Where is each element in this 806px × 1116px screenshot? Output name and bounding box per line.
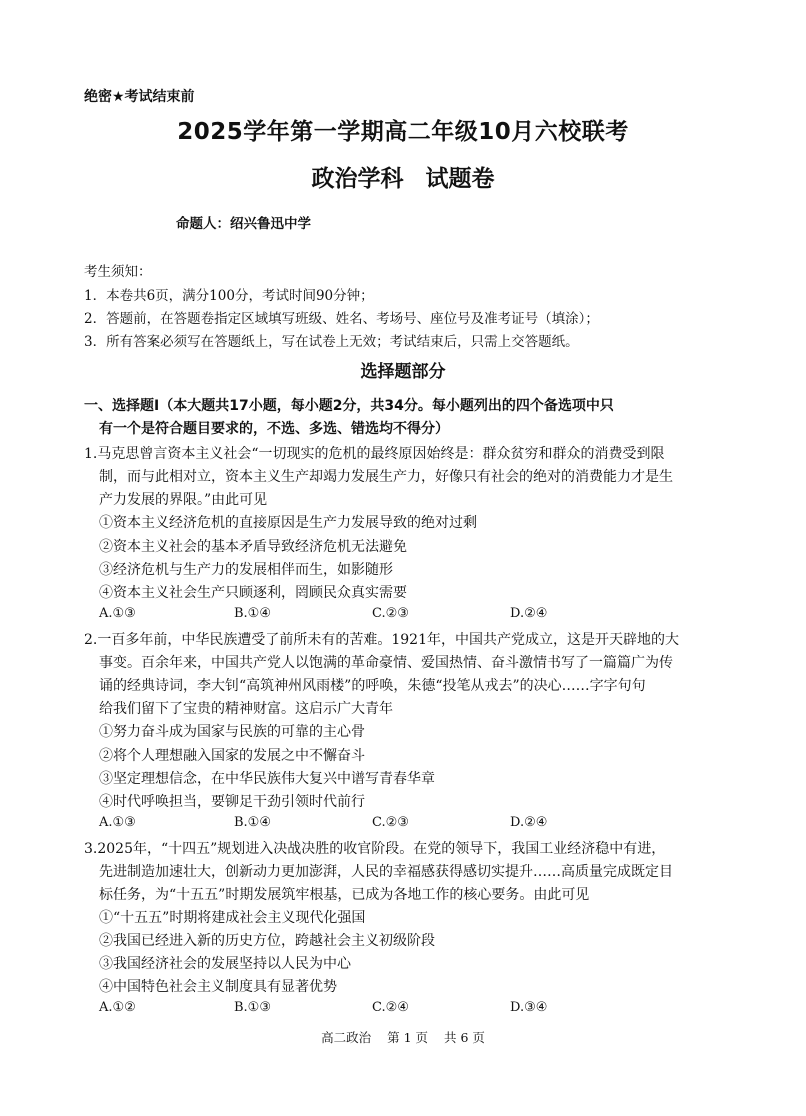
notice-item: 1．本卷共6页，满分100分，考试时间90分钟； [84, 288, 374, 304]
question-text: 先进制造加速壮大，创新动力更加澎湃，人民的幸福感获得感切实提升……高质量完成既定目 [99, 864, 673, 880]
answer-choice-a: A.①③ [99, 606, 136, 621]
answer-choice-b: B.①④ [234, 606, 271, 621]
author-line: 命题人：绍兴鲁迅中学 [176, 216, 311, 232]
statement-option: ①资本主义经济危机的直接原因是生产力发展导致的绝对过剩 [99, 515, 477, 531]
question-text: 制，而与此相对立，资本主义生产却竭力发展生产力，好像只有社会的绝对的消费能力才是生 [99, 469, 673, 485]
statement-option: ④时代呼唤担当，要铆足干劲引领时代前行 [99, 794, 365, 810]
question-text: 给我们留下了宝贵的精神财富。这启示广大青年 [99, 701, 393, 717]
answer-choice-c: C.②③ [372, 815, 409, 830]
question-text: 1.马克思曾言资本主义社会“一切现实的危机的最终原因始终是：群众贫穷和群众的消费受到限 [84, 446, 665, 462]
footer-page-number: 第 1 页 [387, 1030, 428, 1045]
footer-total-pages: 共 6 页 [443, 1030, 485, 1045]
answer-choice-c: C.②④ [372, 1000, 409, 1015]
answer-choice-a: A.①③ [99, 815, 136, 830]
statement-option: ②我国已经进入新的历史方位，跨越社会主义初级阶段 [99, 933, 435, 949]
statement-option: ①努力奋斗成为国家与民族的可靠的主心骨 [99, 724, 365, 740]
page-footer [0, 1028, 806, 1046]
question-text: 标任务，为“十五五”时期发展筑牢根基，已成为各地工作的核心要务。由此可见 [99, 887, 590, 903]
statement-option: ③我国经济社会的发展坚持以人民为中心 [99, 956, 351, 972]
question-text: 事变。百余年来，中国共产党人以饱满的革命豪情、爱国热情、奋斗激情书写了一篇篇广为传 [99, 655, 673, 671]
statement-option: ②将个人理想融入国家的发展之中不懈奋斗 [99, 748, 365, 764]
statement-option: ③经济危机与生产力的发展相伴而生，如影随形 [99, 562, 393, 578]
notice-heading: 考生须知： [84, 264, 152, 280]
statement-option: ①“十五五”时期将建成社会主义现代化强国 [99, 910, 366, 926]
footer-subject: 高二政治 [321, 1030, 372, 1045]
answer-choice-a: A.①② [99, 1000, 136, 1015]
confidential-label: 绝密★考试结束前 [84, 89, 195, 105]
answer-choice-d: D.②④ [510, 606, 548, 621]
question-text: 3.2025年，“十四五”规划进入决战决胜的收官阶段。在党的领导下，我国工业经济稳中有进， [84, 841, 666, 857]
answer-choice-d: D.②④ [510, 815, 548, 830]
answer-choice-b: B.①③ [234, 1000, 271, 1015]
notice-item: 2．答题前，在答题卷指定区域填写班级、姓名、考场号、座位号及准考证号（填涂）； [84, 311, 599, 327]
answer-choice-d: D.③④ [510, 1000, 548, 1015]
subject-name: 政治学科 [311, 166, 404, 192]
exam-title: 2025学年第一学期高二年级10月六校联考 [177, 119, 629, 145]
statement-option: ③坚定理想信念，在中华民族伟大复兴中谱写青春华章 [99, 771, 435, 787]
exam-subtitle [0, 160, 806, 193]
question-text: 诵的经典诗词，李大钊“高筑神州风雨楼”的呼唤，朱德“投笔从戎去”的决心……字字句句 [99, 678, 646, 694]
part-instructions-line1: 一、选择题Ⅰ（本大题共17小题，每小题2分，共34分。每小题列出的四个备选项中只 [84, 398, 614, 414]
answer-choice-b: B.①④ [234, 815, 271, 830]
statement-option: ②资本主义社会的基本矛盾导致经济危机无法避免 [99, 539, 407, 555]
part-instructions-line2: 有一个是符合题目要求的，不选、多选、错选均不得分） [99, 421, 449, 437]
paper-type: 试题卷 [425, 166, 495, 192]
question-text: 产力发展的界限。”由此可见 [99, 492, 268, 508]
question-text: 2.一百多年前，中华民族遭受了前所未有的苦难。1921年，中国共产党成立，这是开天辟地的大 [84, 632, 679, 648]
section-title: 选择题部分 [360, 362, 446, 382]
statement-option: ④资本主义社会生产只顾逐利，罔顾民众真实需要 [99, 585, 407, 601]
notice-item: 3．所有答案必须写在答题纸上，写在试卷上无效；考试结束后，只需上交答题纸。 [84, 334, 579, 350]
statement-option: ④中国特色社会主义制度具有显著优势 [99, 979, 337, 995]
answer-choice-c: C.②③ [372, 606, 409, 621]
